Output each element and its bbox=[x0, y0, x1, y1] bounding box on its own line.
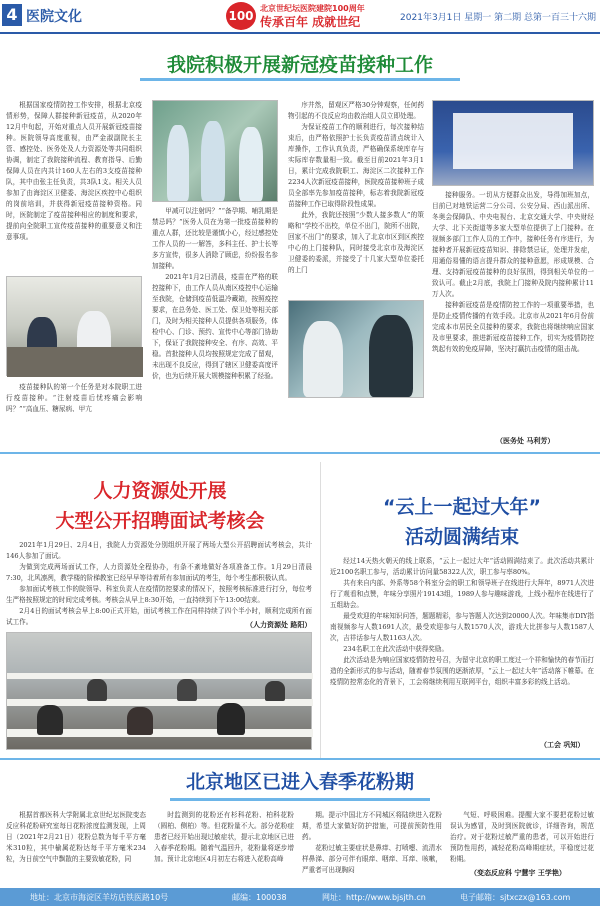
title-underline bbox=[170, 798, 430, 801]
logo-text-1: 北京世纪坛医院建院100周年 bbox=[260, 4, 365, 13]
article4-paragraph: 根据首都医科大学附属北京世纪坛医院变态反应科花粉研究室每日花粉浓度监测发现，上周日（2021年2月21日）花粉总数为每千平方毫米310粒，其中榆属花粉达每千平方毫米234粒，为日前空气中飘散的主要致敏花粉，同 bbox=[6, 811, 146, 863]
article1-paragraph: 接种新冠疫苗是疫情防控工作的一项重要举措，也是防止疫情传播的有效手段。北京市从2021年6月份前完成本市居民全员接种的要求，我院也将继续响应国家及市里要求，推进新冠疫苗接种工作，切实为疫情防控筑起有效的免疫屏障，坚决打赢抗击疫情的阻击战。 bbox=[432, 301, 594, 353]
article1-paragraph: 甲减可以注射吗？”“备孕期、哺乳期是禁忌吗？”医务人员在为第一批疫苗接种的重点人群，还比较是谨慎小心，经过感控处工作人员的一一解答，多科主任、护士长等多方宣传，很多人消除了顾虑，纷纷报名参加接种。 bbox=[152, 207, 278, 270]
article1-column-1b bbox=[6, 382, 142, 426]
article4-title: 北京地区已进入春季花粉期 bbox=[185, 771, 414, 793]
photo-figure bbox=[177, 679, 197, 701]
article4-column-2 bbox=[154, 810, 294, 876]
article3-paragraph: 234名职工在此次活动中获得奖励。 bbox=[343, 645, 449, 653]
article4-credit: （变态反应科 宁慧宇 王学艳） bbox=[470, 869, 566, 877]
article1-paragraph: 此外，我院还按照“少数人接多数人”的策略和“学校不出校，单位不出门，院所不出院，回家不出门”的要求，加入了北京市区到区疾控中心的上门接种队，同时接受北京市及海淀区卫健委的委派，并接受了十几家大型单位委托的上门 bbox=[288, 211, 424, 274]
article1-title: 我院积极开展新冠疫苗接种工作 bbox=[166, 54, 433, 76]
photo-figure bbox=[37, 705, 63, 735]
footer-postcode: 邮编：100038 bbox=[232, 893, 287, 902]
vaccination-photo-1 bbox=[6, 276, 142, 376]
article1-column-4 bbox=[432, 190, 594, 428]
article4-column-3 bbox=[302, 810, 442, 876]
photo-figure bbox=[217, 703, 245, 735]
article3-paragraph: 共有来自内部、外系等58个科室分会的职工和领导班子在线进行大拜年，8971人次进行了观看和点赞，年味分享照片19143组，1989人参与趣味游戏，上线小程序在线进行了五组助会。 bbox=[330, 579, 594, 609]
vaccination-sign-photo bbox=[432, 100, 594, 186]
article2-title-line1: 人力资源处开展 bbox=[93, 480, 227, 502]
article1-paragraph: 2021年1月2日清晨，疫苗在严格的联控接种下，由工作人员从南区疫控中心运输至我院，仓储到疫苗低温冷藏箱，按照疫控要求，在总务处、医工处、保卫处等相关部门，及时为相关接种人员提供各项服务，体检中心、门诊、预约、宣传中心等部门协助下，保证了我院接种安全、有序、高效、平稳。首批接种人员均按照规定完成了留观，未出现不良反应，得到了辖区卫健委高度评价，也为后续开展大规模接种积累了经验。 bbox=[152, 273, 278, 380]
article2-title-block bbox=[10, 476, 310, 540]
article2-paragraph: 参加面试考核工作的院领导、科室负责人在疫情防控要求的情况下，按照考核标准进行打分，每位考生严格按照规定的时间完成考核。考核会从早上8:30开始，一直持续到下午13:00结束。 bbox=[6, 585, 312, 604]
article4-paragraph: 期。提示中国北方不同城区将陆续进入花粉期，希望大家做好防护措施，可提前预防性用药。 bbox=[302, 811, 442, 841]
photo-figure bbox=[303, 321, 343, 397]
article1-paragraph: 疫苗接种队的第一个任务是对本院职工进行疫苗接种。“注射疫苗后忧疼痛会影响吗？”“高血压、糖尿病、甲亢 bbox=[6, 383, 142, 413]
article3-credit: （工会 巩知） bbox=[540, 741, 585, 749]
page-footer bbox=[0, 888, 600, 906]
photo-figure bbox=[201, 121, 225, 201]
section-divider bbox=[0, 758, 600, 760]
article1-paragraph: 为保证疫苗工作的顺利进行，每次接种结束后，由严格依照护士长负责疫苗清点统计入库操作，工作认真负责，严格确保系统库存与实际库存数量相一致。截至目前2021年3月1日，累计完成我院职工、海淀区二次接种工作2234人次新冠疫苗接种，医院疫苗接种班子成员全部率先参加疫苗接种，标志着我院新冠疫苗接种工作已取得阶段性成果。 bbox=[288, 123, 424, 208]
photo-figure bbox=[265, 681, 285, 701]
footer-address: 地址：北京市海淀区羊坊店铁医路10号 bbox=[30, 893, 169, 902]
article2-paragraph: 2月4日的面试考核会早上8:00正式开始，面试考核工作在同样持续了四个半小时，顺利完成所有面试工作。 bbox=[6, 607, 312, 626]
photo-desk-row bbox=[7, 673, 313, 679]
vaccination-photo-2 bbox=[152, 100, 278, 202]
article4-column-4 bbox=[450, 810, 594, 866]
interview-exam-photo bbox=[6, 632, 312, 750]
photo-figure bbox=[167, 125, 189, 201]
article1-paragraph: 序井然，留观区严格30分钟观察，任何药物引起的不良反应均由救治组人员立即处理。 bbox=[288, 101, 424, 120]
photo-figure bbox=[239, 127, 263, 201]
section-divider bbox=[0, 452, 600, 454]
article3-paragraph: 此次活动是为响应国家疫情防控号召，为留守北京的职工度过一个祥和愉快的春节而打造的全新形式的参与活动，随着春节氛围的逐渐浓厚，“云上一起过大年”活动落下帷幕。在疫情防控常态化的背景下，工会将继续利用互联网平台，组织丰富多彩的线上活动。 bbox=[330, 656, 594, 686]
title-underline bbox=[140, 78, 460, 81]
article2-credit: （人力资源处 路阳） bbox=[246, 621, 312, 629]
page-header bbox=[0, 0, 600, 34]
article2-paragraph: 为做到完成两场面试工作，人力资源处全程协办，有条不紊地做好各项准备工作。1月29日清晨7:30，北风凛冽，教学楼的阶梯教室已经早早等待着所有参加面试的考生，每个考生都积极认真。 bbox=[6, 563, 312, 582]
article3-body bbox=[330, 556, 594, 736]
footer-email[interactable]: 电子邮箱：sjtxczx@163.com bbox=[460, 893, 571, 902]
column-divider bbox=[320, 462, 321, 758]
article4-paragraph: 气短、呼吸困难。提醒大家不要把花粉过敏误认为感冒，及时到医院就诊，详细咨询，规范治疗。对于花粉过敏严重的患者，可以开始进行预防性用药，减轻花粉高峰期症状，平稳度过花粉期。 bbox=[450, 811, 594, 863]
article3-paragraph: 经过14天热火朝天的线上联系，“云上一起过大年”活动圆满结束了。此次活动共累计近2100名职工参与，活动累计访问量58322人次，职工参与率80%。 bbox=[330, 557, 594, 576]
issue-info: 2021年3月1日 星期一 第二期 总第一百三十六期 bbox=[400, 13, 596, 23]
page-number: 4 bbox=[2, 4, 22, 26]
photo-desk bbox=[7, 347, 143, 377]
article1-paragraph: 接种服务。一切从方便群众出发，导得加班加点，目前已对地铁运营二分公司、公安分局、西山派出所、冬奥会保障队、中央电视台、北京交通大学、中央财经大学、北下关街道等多家大型单位提供了上门接种。在视频多部门工作人员的工作中，接种任务有序进行，为接种者开展新冠疫苗知识、排除禁忌证，处理并发症，用通俗易懂的语言提升群众的接种意愿，形成规模、合理、支持新冠疫苗接种的良好氛围，得到相关单位的一致认可。截止2月底，我院上门接种及院内接种累计11万人次。 bbox=[432, 191, 594, 298]
logo-text-2: 传承百年 成就世纪 bbox=[260, 15, 361, 29]
article1-column-2 bbox=[152, 206, 278, 428]
article1-column-3 bbox=[288, 100, 424, 296]
article2-title-line2: 大型公开招聘面试考核会 bbox=[55, 510, 265, 532]
section-name: 医院文化 bbox=[26, 9, 82, 25]
article1-paragraph: 根据国家疫情防控工作安排，根据北京疫情形势，保障人群接种新冠疫苗，从2020年12月中旬起，开始对重点人员开展新冠疫苗接种。医院领导高度重视，由严金淑副院长主管、感控处、医务处及人力资源处等共同组织协调，制定了我院接种流程、教育指导、后勤保障人员在内共计160人左右的3支疫苗接种队，其中由张主任负责，共3队1支。相关人员参加了由海淀区卫健委、海淀区疾控中心组织的岗前培训，并获得新冠疫苗接种资格。同时，医院制定了疫苗接种相应的制度和要求，提前向全院职工宣传疫苗接种的重要意义和注意事项。 bbox=[6, 101, 142, 241]
photo-figure bbox=[127, 707, 153, 735]
centennial-logo: 100 bbox=[226, 2, 256, 30]
article1-column-1 bbox=[6, 100, 142, 270]
article3-title-block bbox=[330, 492, 594, 556]
article4-paragraph: 花粉过敏主要症状是鼻痒、打喷嚏、流清水样鼻涕、部分可伴有眼痒、咽痒、耳痒、咳嗽，严重者可出现胸闷 bbox=[302, 844, 442, 874]
article2-paragraph: 2021年1月29日、2月4日，我院人力资源处分别组织开展了两场大型公开招聘面试考核会，共计146人参加了面试。 bbox=[6, 541, 312, 560]
article3-title-line2: 活动圆满结束 bbox=[404, 526, 519, 548]
article4-title-bar bbox=[20, 770, 580, 802]
article3-paragraph: 最受欢迎的年味知识问答，题题精彩，参与答题人次达到20000人次。年味集市DIY指南视频参与人数1691人次，最受欢迎参与人数1570人次，游戏大比拼参与人数1587人次，吉祥话参与人数1163人次。 bbox=[330, 612, 594, 642]
injection-photo bbox=[288, 300, 424, 398]
photo-signboard bbox=[453, 113, 573, 169]
photo-figure bbox=[369, 315, 413, 397]
footer-website[interactable]: 网址：http://www.bjsjth.cn bbox=[322, 893, 426, 902]
article4-paragraph: 时监测到的花粉还有杉科花粉、柏科花粉（圆柏、侧柏）等。但花粉量不大。部分花粉症患者已经开始出现过敏症状，提示北京地区已进入春季花粉期。随着气温回升，花粉量将逐步增加。预计北京地区4月初左右将进入花粉高峰 bbox=[154, 811, 294, 863]
article3-title-line1: “云上一起过大年” bbox=[383, 496, 541, 518]
photo-figure bbox=[87, 679, 107, 701]
article1-credit: （医务处 马利芳） bbox=[496, 437, 555, 445]
article1-title-bar bbox=[20, 50, 580, 82]
article4-column-1 bbox=[6, 810, 146, 876]
